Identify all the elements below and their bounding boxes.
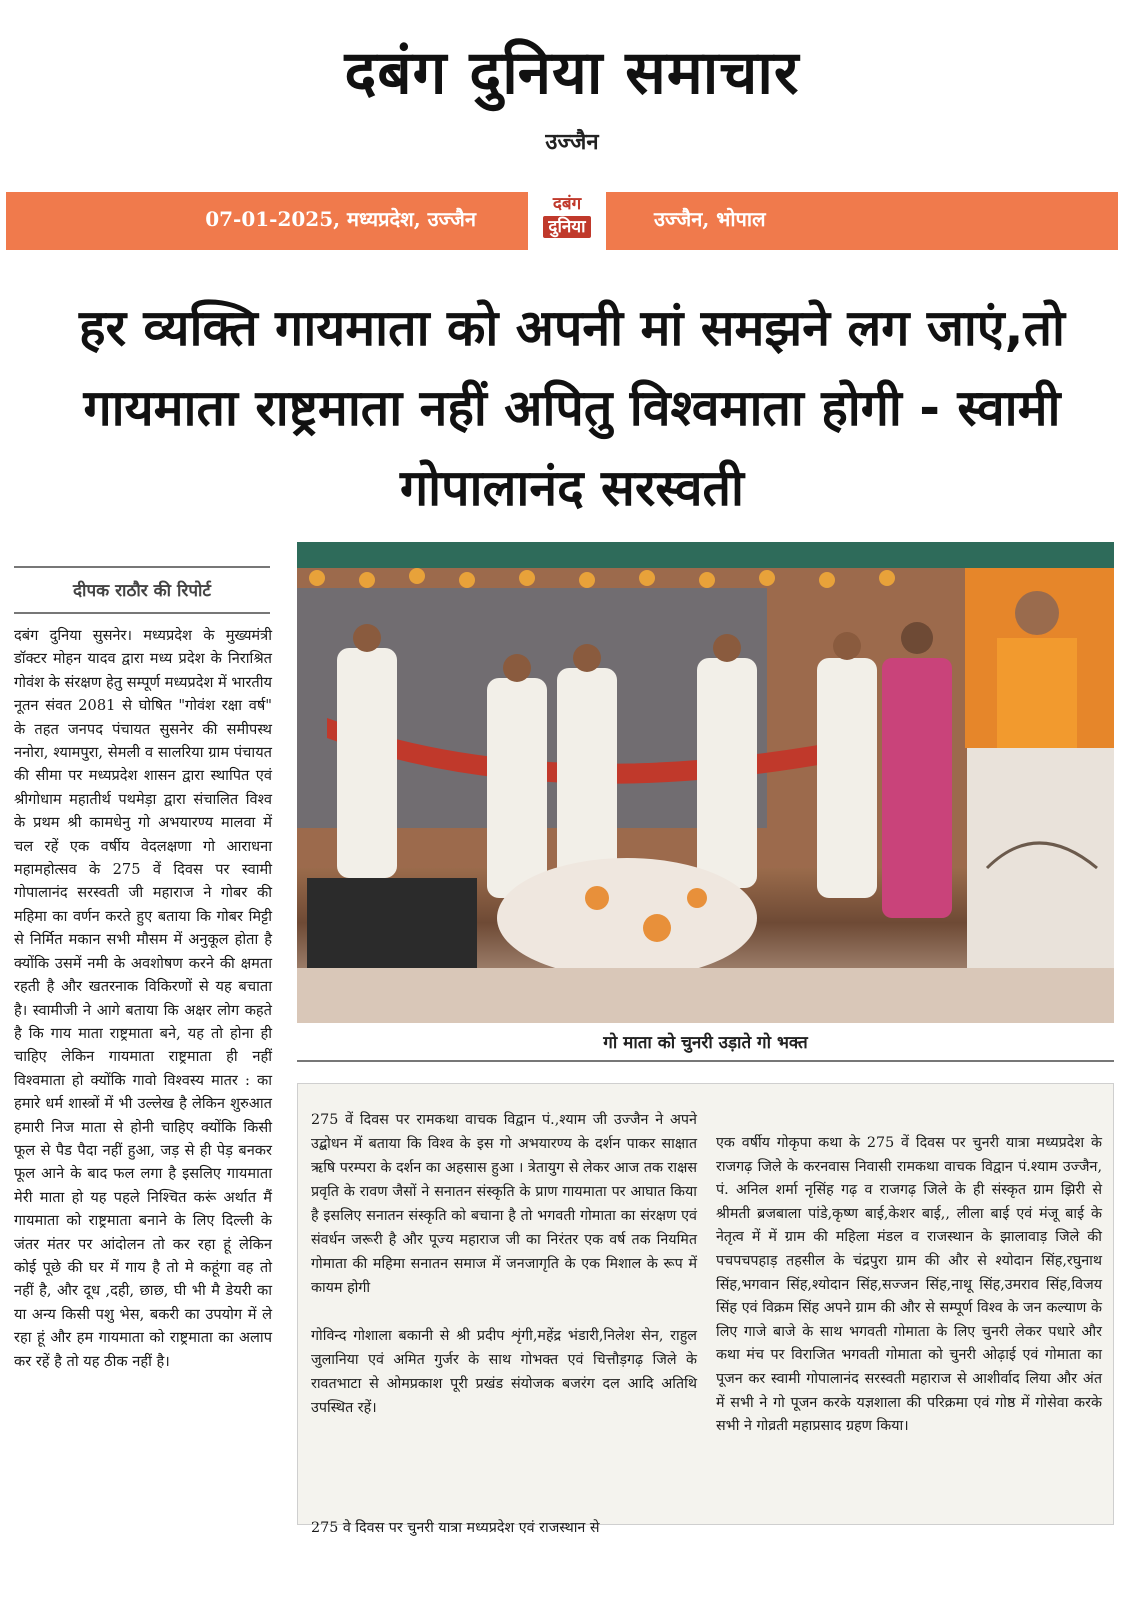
logo-bottom-text: दुनिया [543,216,590,238]
logo-top-text: दबंग [552,194,582,214]
paragraph: 275 वें दिवस पर रामकथा वाचक विद्वान पं.,श्याम जी उज्जैन ने अपने उद्बोधन में बताया कि विश्व के इस गो अभयारण्य के दर्शन पाकर साक्षात ऋषि परम्परा के दर्शन का अहसास हुआ । त्रेतायुग से लेकर आज तक राक्षस प्रवृति के रावण जैसों ने सनातन संस्कृति के प्राण गायमाता पर आघात किया है इसलिए सनातन संस्कृति को बचाना है तो भगवती गोमाता का संरक्षण एवं संवर्धन जरूरी है और पूज्य महाराज जी का निरंतर एक वर्ष तक नियमित गोमाता की महिमा सनातन समाज में जनजागृति के एक मिशाल के रूप में कायम होगी [311,1112,697,1296]
photo-illustration [297,568,1114,1023]
article-right-column [716,1132,1102,1439]
date-bar [6,192,1118,250]
paragraph: 275 वे दिवस पर चुनरी यात्रा मध्यप्रदेश एवं राजस्थान से [311,1520,600,1536]
article-headline: हर व्यक्ति गायमाता को अपनी मां समझने लग जाएं,तो गायमाता राष्ट्रमाता नहीं अपितु विश्वमाता होगी - स्वामी गोपालानंद सरस्वती [79,299,1065,517]
article-photo [297,568,1114,1023]
article-continuation-box [297,1083,1114,1536]
byline: दीपक राठौर की रिपोर्ट [73,581,211,601]
paragraph: गोविन्द गोशाला बकानी से श्री प्रदीप शृंगी,महेंद्र भंडारी,निलेश सेन, राहुल जुलानिया एवं अमित गुर्जर के साथ गोभक्त एवं चित्तौड़गढ़ जिले के रावतभाटा से ओमप्रकाश पूरी प्रखंड संयोजक बजरंग दल आदि अतिथि उपस्थित रहें। [311,1328,697,1416]
masthead-city: उज्जैन [545,130,599,155]
article-left-column: दबंग दुनिया सुसनेर। मध्यप्रदेश के मुख्यमंत्री डॉक्टर मोहन यादव द्वारा मध्य प्रदेश के निराश्रित गोवंश के संरक्षण हेतु सम्पूर्ण मध्यप्रदेश में भारतीय नूतन संवत 2081 से घोषित "गोवंश रक्षा वर्ष" के तहत जनपद पंचायत सुसनेर की समीपस्थ ननोरा, श्यामपुरा, सेमली व सालरिया ग्राम पंचायत की सीमा पर मध्यप्रदेश शासन द्वारा स्थापित एवं श्रीगोधाम महातीर्थ पथमेड़ा द्वारा संचालित विश्व के प्रथम श्री कामधेनु गो अभयारण्य मालवा में चल रहें एक वर्षीय वेदलक्षणा गो आराधना महामहोत्सव के 275 वें दिवस पर स्वामी गोपालानंद सरस्वती जी महाराज ने गोबर की महिमा का वर्णन करते हुए बताया कि गोबर मिट्टी से निर्मित मकान सभी मौसम में अनुकूल होता है क्योंकि उसमें नमी के अवशोषण करने की क्षमता रहती है और खतरनाक विकिरणों से यह बचाता है। स्वामीजी ने आगे बताया कि अक्षर लोग कहते है कि गाय माता राष्ट्रमाता बने, यह तो होना ही चाहिए लेकिन गायमाता राष्ट्रमाता ही नहीं विश्वमाता हो क्योंकि गावो विश्वस्य मातर : का हमारे धर्म शास्त्रों में भी उल्लेख है लेकिन शुरुआत हमारी निज माता से होनी चाहिए क्योंकि किसी फूल से पैड पैदा नहीं हुआ, जड़ से ही पेड़ बनकर फूल आने के बाद फल लगा है इसलिए गायमाता मेरी माता हो यह पहले निश्चित करूं अर्थात मैं गायमाता को राष्ट्रमाता बनाने के लिए दिल्ली के जंतर मंतर पर आंदोलन तो कर रहा हूं लेकिन कोई पूछे की घर में गाय है तो मे कहूंगा वह तो नहीं है, और दूध ,दही, छाछ, घी भी मै डेयरी का या अन्य किसी पशु भेस, बकरी का उपयोग में ले रहा हूं और हम गायमाता को राष्ट्रमाता का अलाप कर रहें है तो यह ठीक नहीं है। [14,627,272,1370]
masthead-title: दबंग दुनिया समाचार [344,38,800,108]
date-location: 07-01-2025, मध्यप्रदेश, उज्जैन [205,207,476,231]
divider [297,1060,1114,1062]
divider [14,566,270,568]
photo-top-band [297,542,1114,568]
divider [14,612,270,614]
photo-caption: गो माता को चुनरी उड़ाते गो भक्त [603,1033,808,1053]
edition-cities: उज्जैन, भोपाल [654,207,766,231]
newspaper-logo [528,190,606,252]
paragraph: एक वर्षीय गोकृपा कथा के 275 वें दिवस पर चुनरी यात्रा मध्यप्रदेश के राजगढ़ जिले के करनवास निवासी रामकथा वाचक विद्वान पं.श्याम उज्जैन, पं. अनिल शर्मा नृसिंह गढ़ व राजगढ़ जिले के ही संस्कृत ग्राम झिरी से श्रीमती ब्रजबाला पांडे,कृष्ण बाई,केशर बाई,, लीला बाई एवं मंजू बाई के नेतृत्व में में ग्राम की महिला मंडल व राजस्थान के झालावाड़ जिले की पचपचपहाड़ तहसील के चंद्रपुरा ग्राम की और से श्योदान सिंह,रघुनाथ सिंह,भगवान सिंह,श्योदान सिंह,सज्जन सिंह,नाथू सिंह,उमराव सिंह,विजय सिंह एवं विक्रम सिंह अपने ग्राम की और से सम्पूर्ण विश्व के जन कल्याण के लिए गाजे बाजे के साथ भगवती गोमाता के लिए चुनरी लेकर पधारे और कथा मंच पर विराजित भगवती गोमाता को चुनरी ओढ़ाई एवं गोमाता का पूजन कर स्वामी गोपालानंद सरस्वती महाराज से आशीर्वाद लिया और अंत में सभी ने गो पूजन करके यज्ञशाला की परिक्रमा एवं गोष्ठ में गोसेवा करके सभी ने गोव्रती महाप्रसाद ग्रहण किया। [716,1135,1102,1435]
article-middle-column [311,1108,697,1536]
